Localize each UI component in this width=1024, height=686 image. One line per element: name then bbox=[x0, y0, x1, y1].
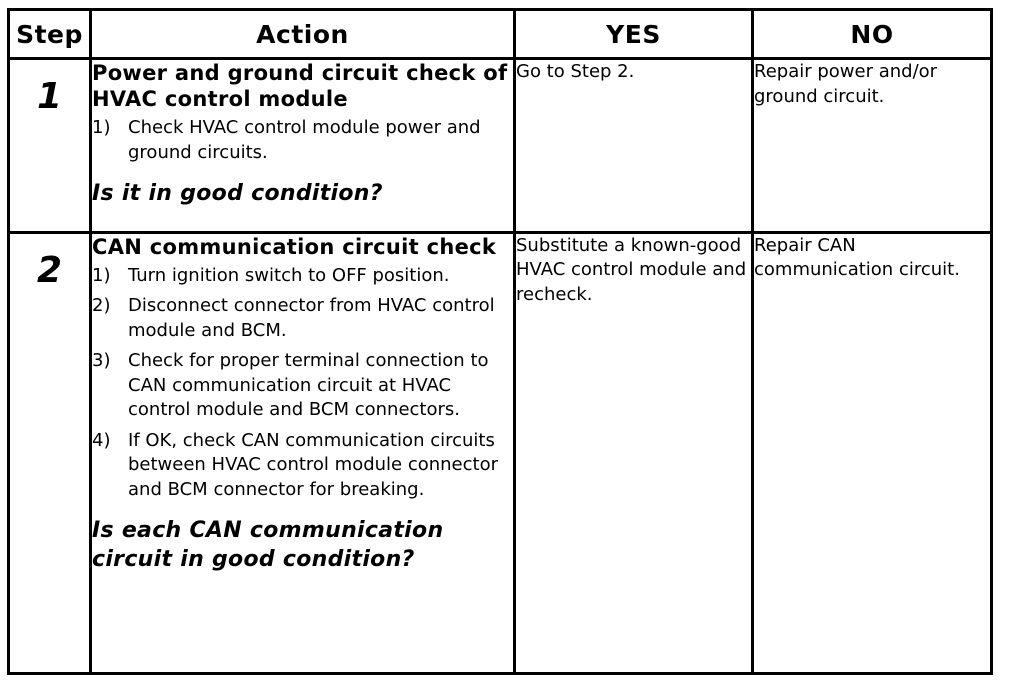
diagnostic-table bbox=[7, 8, 993, 675]
action-step-text: Disconnect connector from HVAC control module and BCM. bbox=[128, 295, 495, 341]
action-question: Is each CAN communication circuit in good condition? bbox=[92, 518, 444, 573]
action-step-item bbox=[92, 116, 513, 165]
action-step-number: 4) bbox=[92, 429, 111, 451]
action-step-text: Check HVAC control module power and ground circuits. bbox=[128, 117, 481, 163]
action-step-number: 3) bbox=[92, 350, 111, 372]
header-yes: YES bbox=[515, 10, 753, 59]
action-step-item bbox=[92, 349, 513, 423]
action-steps bbox=[92, 264, 513, 503]
action-step-item bbox=[92, 294, 513, 343]
no-cell: Repair power and/or ground circuit. bbox=[753, 59, 992, 233]
header-action: Action bbox=[91, 10, 515, 59]
action-question: Is it in good condition? bbox=[92, 181, 383, 206]
step-cell bbox=[9, 232, 91, 673]
action-cell bbox=[91, 59, 515, 233]
table-row bbox=[9, 59, 992, 233]
step-number: 1 bbox=[36, 76, 63, 117]
header-no: NO bbox=[753, 10, 992, 59]
action-step-item bbox=[92, 264, 513, 289]
step-number: 2 bbox=[36, 249, 63, 291]
yes-cell: Go to Step 2. bbox=[515, 59, 753, 233]
action-step-number: 1) bbox=[92, 264, 111, 286]
action-step-number: 2) bbox=[92, 295, 111, 317]
no-cell: Repair CAN communication circuit. bbox=[753, 232, 992, 673]
action-step-text: If OK, check CAN communication circuits between HVAC control module connector and BCM connector for breaking. bbox=[128, 429, 499, 500]
action-step-number: 1) bbox=[92, 117, 111, 138]
action-cell bbox=[91, 232, 515, 673]
action-step-text: Check for proper terminal connection to CAN communication circuit at HVAC control module and BCM connectors. bbox=[128, 350, 489, 421]
action-title: Power and ground circuit check of HVAC control module bbox=[92, 61, 508, 111]
step-cell bbox=[9, 59, 91, 233]
header-step: Step bbox=[9, 10, 91, 59]
action-steps bbox=[92, 116, 513, 165]
table-row bbox=[9, 232, 992, 673]
action-title: CAN communication circuit check bbox=[92, 234, 497, 259]
action-step-text: Turn ignition switch to OFF position. bbox=[128, 264, 450, 286]
yes-cell: Substitute a known-good HVAC control module and recheck. bbox=[515, 232, 753, 673]
header-row bbox=[9, 10, 992, 59]
action-step-item bbox=[92, 429, 513, 503]
